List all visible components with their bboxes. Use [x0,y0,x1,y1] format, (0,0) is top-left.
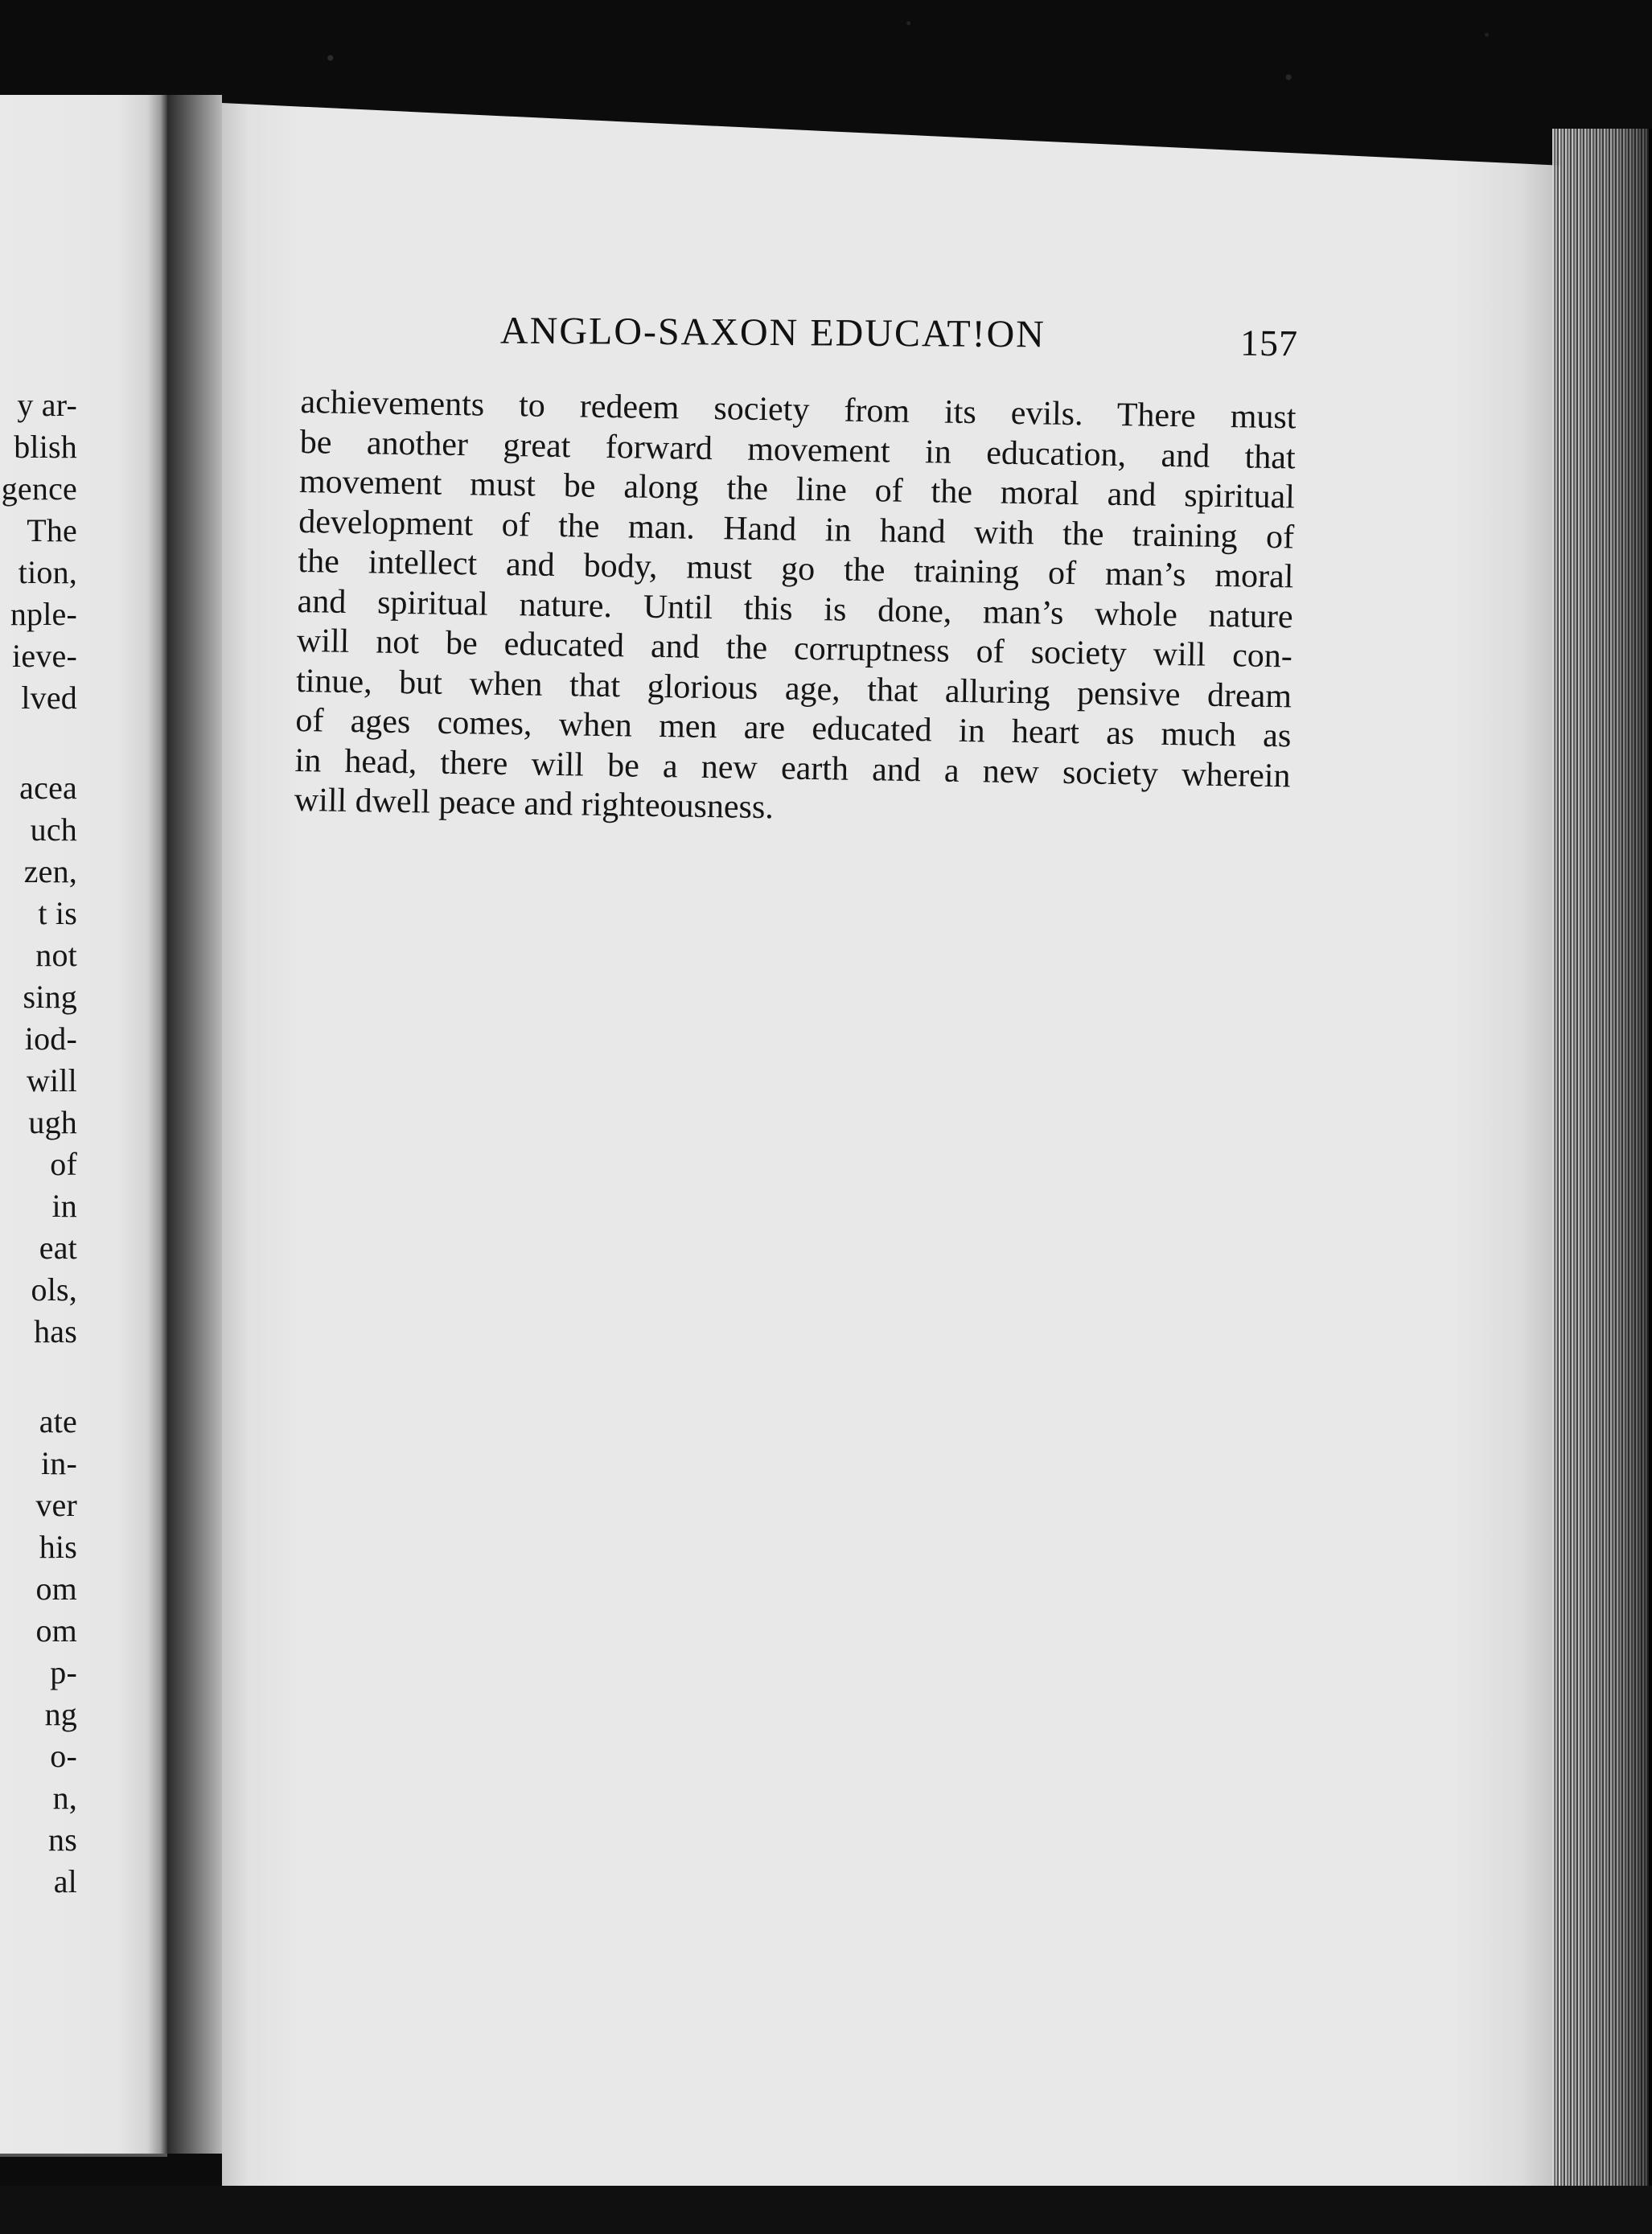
left-page-fragment: ver [35,1487,77,1523]
left-page-fragment: sing [23,979,77,1015]
left-page-fragment: o- [50,1738,77,1774]
body-line: and spiritual nature. Until this is done, man’s whole nature [297,582,1293,635]
left-page-fragment: eat [39,1230,77,1266]
page-edges-shadow [1552,129,1652,2187]
left-page-text-fragments [0,384,77,1903]
left-page-fragment: ns [48,1821,77,1858]
left-page-fragment: zen, [23,853,77,889]
left-page-fragment: ate [39,1403,77,1439]
left-page-fragment: has [34,1313,77,1349]
left-page-fragment: ng [44,1696,77,1732]
left-page-fragment: ugh [28,1104,77,1140]
left-page-fragment: not [35,937,77,973]
left-page-fragment: y ar- [17,387,77,423]
body-line: will not be educated and the corruptness of society will con- [296,622,1293,676]
left-page-fragment: ols, [31,1271,77,1308]
body-line: development of the man. Hand in hand with the training of [298,503,1295,556]
body-line: be another great forward movement in education, and that [299,423,1297,476]
body-text [294,383,1296,836]
left-page-fragment: blish [14,429,77,465]
body-line: movement must be along the line of the moral and spiritual [298,462,1296,516]
left-page-fragment: iod- [24,1020,77,1057]
left-page-fragment: n, [52,1780,77,1816]
left-page-fragment: will [26,1062,77,1099]
left-page-fragment: in- [40,1445,77,1481]
left-page-fragment: The [27,512,77,548]
left-page-paragraph-gap [0,719,77,767]
body-line: the intellect and body, must go the training of man’s moral [298,542,1294,596]
body-line: tinue, but when that glorious age, that alluring pensive dream [295,662,1292,715]
page-number: 157 [1239,322,1299,364]
bottom-shadow [0,2186,1652,2234]
body-line: will dwell peace and righteousness. [294,781,775,827]
left-page-fragment: acea [19,770,77,806]
left-page-fragment: tion, [18,554,77,590]
left-page-fragment: lved [21,680,77,716]
left-page-fragment: om [35,1612,77,1649]
body-line: of ages comes, when men are educated in heart as much as [295,701,1292,755]
book-gutter [167,95,222,2154]
left-page-fragment: nple- [10,596,77,632]
left-page-fragment: ieve- [12,638,77,674]
left-page-fragment: his [39,1529,77,1565]
left-page-fragment: t is [38,895,77,931]
left-page-paragraph-gap [0,1353,77,1401]
body-line: in head, there will be a new earth and a new society wherein [294,741,1291,795]
left-page-fragment: p- [50,1654,77,1690]
running-head: ANGLO-SAXON EDUCAT!ON [499,309,1046,356]
left-page-fragment: al [53,1863,77,1899]
left-page-fragment: uch [30,811,77,848]
left-page-fragment: in [51,1188,77,1224]
left-page-fragment: of [50,1146,77,1182]
body-line: achievements to redeem society from its evils. There must [300,383,1297,437]
left-facing-page [0,95,167,2157]
left-page-fragment: gence [1,470,77,507]
left-page-fragment: om [35,1571,77,1607]
